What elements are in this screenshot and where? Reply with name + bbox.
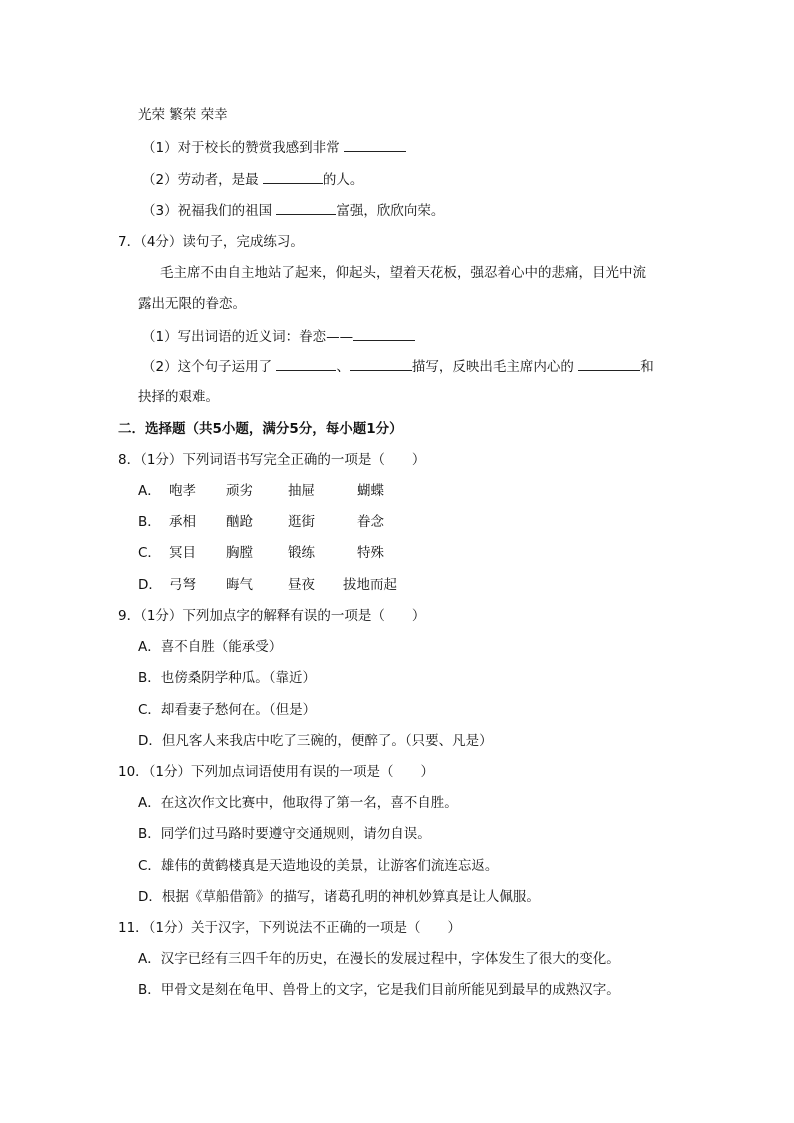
- q8-option-c[interactable]: [138, 544, 384, 562]
- q7-passage-line-1: 毛主席不由自主地站了起来，仰起头，望着天花板，强忍着心中的悲痛，目光中流: [160, 265, 646, 281]
- q8-option-d-word-1: 弓弩: [169, 577, 196, 593]
- q7-item-1: [142, 327, 415, 346]
- q6-word-choices: 光荣 繁荣 荣幸: [138, 107, 228, 123]
- q9-heading: 9．（1分）下列加点字的解释有误的一项是（ ）: [118, 608, 426, 624]
- q6-item-1: [142, 138, 406, 157]
- q8-option-d-word-4: 拔地而起: [343, 577, 397, 593]
- q9-option-b[interactable]: B．也傍桑阴学种瓜。（靠近）: [138, 670, 317, 686]
- q7-heading: 7．（4分）读句子，完成练习。: [118, 234, 304, 250]
- q8-option-c-letter: C．: [138, 545, 161, 561]
- q7-item-2-text-c: 描写，反映出毛主席内心的: [411, 359, 579, 375]
- q7-item-2: [142, 357, 654, 376]
- q8-option-c-word-4: 特殊: [357, 545, 384, 561]
- q8-option-d-word-3: 昼夜: [288, 577, 315, 593]
- q6-item-3-text: 祝福我们的祖国: [177, 203, 277, 219]
- q9-option-d[interactable]: D．但凡客人来我店中吃了三碗的，便醉了。（只要、凡是）: [138, 733, 493, 749]
- q8-option-d-letter: D．: [138, 577, 162, 593]
- q6-item-3-blank[interactable]: [276, 201, 336, 215]
- q8-option-a[interactable]: [138, 482, 384, 500]
- q8-option-c-word-2: 胸膛: [226, 545, 253, 561]
- q7-item-2-text-d: 和: [640, 359, 654, 375]
- q6-item-3-after: 富强，欣欣向荣。: [336, 203, 445, 219]
- q7-passage-line-2: 露出无限的眷恋。: [138, 296, 246, 312]
- q7-item-2-text-b: 、: [336, 359, 350, 375]
- q6-item-2-num: （2）: [142, 172, 178, 188]
- q8-option-b-word-1: 承相: [169, 514, 196, 530]
- q6-item-3-num: （3）: [142, 203, 178, 219]
- q8-option-a-word-2: 顽劣: [226, 483, 253, 499]
- q10-option-c[interactable]: C．雄伟的黄鹤楼真是天造地设的美景，让游客们流连忘返。: [138, 858, 499, 874]
- q10-option-a[interactable]: A．在这次作文比赛中，他取得了第一名，喜不自胜。: [138, 795, 458, 811]
- q8-option-d[interactable]: [138, 576, 397, 594]
- q8-option-a-word-3: 抽屉: [288, 483, 315, 499]
- q9-option-c[interactable]: C．却看妻子愁何在。（但是）: [138, 702, 317, 718]
- q8-option-b[interactable]: [138, 513, 384, 531]
- section-2-heading: 二．选择题（共5小题，满分5分，每小题1分）: [118, 421, 403, 437]
- q6-item-2-blank[interactable]: [263, 170, 323, 184]
- q7-item-2-text-a: （2）这个句子运用了: [142, 359, 277, 375]
- q7-item-1-blank[interactable]: [353, 327, 415, 341]
- q8-option-d-word-2: 晦气: [226, 577, 253, 593]
- q7-item-2-blank-1[interactable]: [276, 357, 336, 371]
- q10-heading: 10．（1分）下列加点词语使用有误的一项是（ ）: [118, 764, 435, 780]
- q8-option-b-letter: B．: [138, 514, 161, 530]
- q6-item-2: [142, 170, 363, 189]
- q10-option-b[interactable]: B．同学们过马路时要遵守交通规则，请勿自误。: [138, 826, 431, 842]
- q6-item-2-after: 的人。: [322, 172, 364, 188]
- q8-option-c-word-1: 冥目: [169, 545, 196, 561]
- q8-option-b-word-2: 酗跄: [226, 514, 253, 530]
- q8-heading: 8．（1分）下列词语书写完全正确的一项是（ ）: [118, 452, 426, 468]
- q8-option-c-word-3: 锻练: [288, 545, 315, 561]
- q8-option-a-word-4: 蝴蝶: [357, 483, 384, 499]
- q11-option-b[interactable]: B．甲骨文是刻在龟甲、兽骨上的文字，它是我们目前所能见到最早的成熟汉字。: [138, 982, 620, 998]
- q6-item-1-blank[interactable]: [344, 138, 406, 152]
- q8-option-a-word-1: 咆孝: [169, 483, 196, 499]
- q8-option-b-word-4: 眷念: [357, 514, 384, 530]
- q6-item-3: [142, 201, 444, 220]
- q7-item-2-blank-2[interactable]: [350, 357, 412, 371]
- q7-item-1-text: （1）写出词语的近义词：眷恋——: [142, 329, 354, 345]
- q7-item-2-line-2: 抉择的艰难。: [138, 389, 219, 405]
- q9-option-a[interactable]: A．喜不自胜（能承受）: [138, 639, 283, 655]
- q11-heading: 11．（1分）关于汉字，下列说法不正确的一项是（ ）: [118, 920, 462, 936]
- q10-option-d[interactable]: D．根据《草船借箭》的描写，诸葛孔明的神机妙算真是让人佩服。: [138, 889, 540, 905]
- q6-item-2-text: 劳动者，是最: [177, 172, 263, 188]
- q11-option-a[interactable]: A．汉字已经有三四千年的历史，在漫长的发展过程中，字体发生了很大的变化。: [138, 951, 620, 967]
- q6-item-1-num: （1）: [142, 140, 178, 156]
- q8-option-a-letter: A．: [138, 483, 161, 499]
- q6-item-1-text: 对于校长的赞赏我感到非常: [177, 140, 344, 156]
- q8-option-b-word-3: 逛街: [288, 514, 315, 530]
- q7-item-2-blank-3[interactable]: [578, 357, 640, 371]
